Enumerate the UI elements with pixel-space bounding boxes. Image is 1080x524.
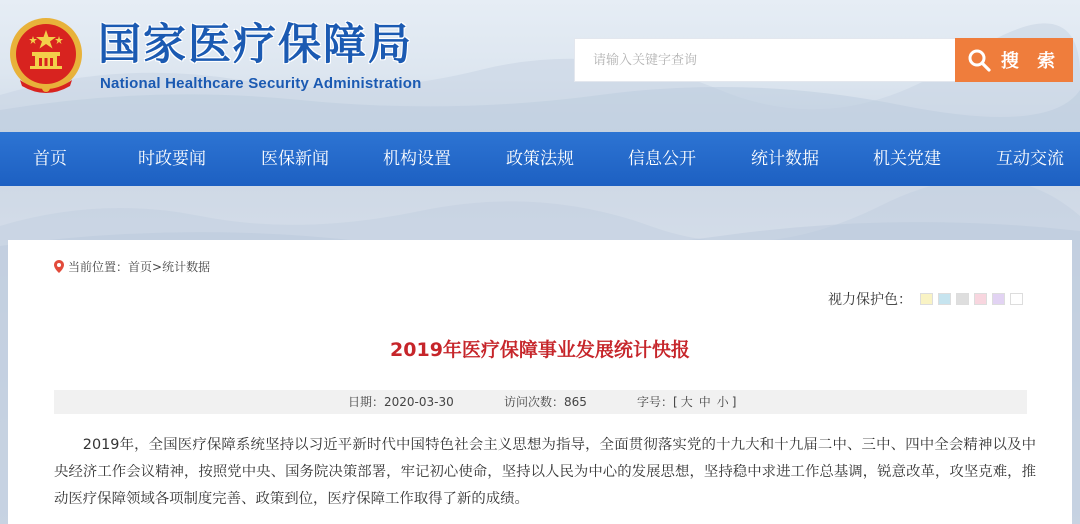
search-icon — [967, 48, 991, 72]
nav-item-statistics[interactable]: 统计数据 — [751, 149, 819, 169]
nav-item-interaction[interactable]: 互动交流 — [996, 149, 1064, 169]
article-title: 2019年医疗保障事业发展统计快报 — [390, 339, 690, 361]
nav-item-healthcare-news[interactable]: 医保新闻 — [261, 149, 329, 169]
date-label: 日期： — [348, 395, 385, 409]
main-nav — [0, 132, 1080, 186]
font-size-medium-link[interactable]: 中 — [698, 395, 711, 409]
search-button-label: 搜 索 — [1000, 51, 1062, 72]
search-button[interactable] — [955, 38, 1073, 82]
eye-care-swatch-blue[interactable] — [938, 293, 951, 305]
nav-item-organization[interactable]: 机构设置 — [383, 149, 451, 169]
article-card — [8, 240, 1072, 524]
eye-care-swatch-gray[interactable] — [956, 293, 969, 305]
font-size-bracket-close: ] — [731, 395, 737, 409]
article-body-paragraph: 2019年，全国医疗保障系统坚持以习近平新时代中国特色社会主义思想为指导，全面贯彻落实党的十九大和十九届二中、三中、四中全会精神以及中央经济工作会议精神，按照党中央、国务院决策部署，牢记初心使命，坚持以人民为中心的发展思想，坚持稳中求进工作总基调，锐意改革，攻坚克难，推动医疗保障领域各项制度完善、政策到位，医疗保障工作取得了新的成绩。 — [54, 437, 1036, 507]
article-meta-bar — [54, 390, 1027, 414]
nav-item-policies[interactable]: 政策法规 — [506, 149, 574, 169]
eye-care-swatch-purple[interactable] — [992, 293, 1005, 305]
site-title: 国家医疗保障局 — [98, 20, 413, 70]
visits-value: 865 — [564, 395, 587, 409]
font-size-control — [637, 390, 736, 414]
nav-item-party-building[interactable]: 机关党建 — [873, 149, 941, 169]
eye-care-swatch-yellow[interactable] — [920, 293, 933, 305]
font-size-large-link[interactable]: 大 — [680, 395, 693, 409]
eye-care-label: 视力保护色： — [828, 292, 912, 308]
site-subtitle: National Healthcare Security Administration — [100, 75, 422, 92]
site-header — [0, 0, 1080, 132]
date-value: 2020-03-30 — [384, 395, 454, 409]
location-pin-icon — [54, 260, 64, 273]
eye-care-swatch-pink[interactable] — [974, 293, 987, 305]
breadcrumb-separator: > — [152, 259, 163, 274]
font-size-bracket-open: [ — [673, 395, 678, 409]
visit-count — [504, 390, 587, 414]
breadcrumb — [54, 258, 210, 275]
visits-label: 访问次数： — [504, 395, 565, 409]
nav-item-news[interactable]: 时政要闻 — [138, 149, 206, 169]
breadcrumb-prefix: 当前位置： — [68, 260, 129, 274]
eye-care-swatch-white[interactable] — [1010, 293, 1023, 305]
publish-date — [348, 390, 454, 414]
breadcrumb-current-link[interactable]: 统计数据 — [162, 260, 211, 274]
national-emblem-icon — [8, 14, 84, 98]
eye-care-color-picker — [828, 289, 1023, 309]
search-input[interactable] — [574, 38, 955, 82]
font-size-label: 字号： — [637, 395, 674, 409]
nav-item-public-info[interactable]: 信息公开 — [628, 149, 696, 169]
font-size-small-link[interactable]: 小 — [716, 395, 729, 409]
nav-item-home[interactable]: 首页 — [33, 149, 67, 169]
breadcrumb-home-link[interactable]: 首页 — [128, 260, 153, 274]
